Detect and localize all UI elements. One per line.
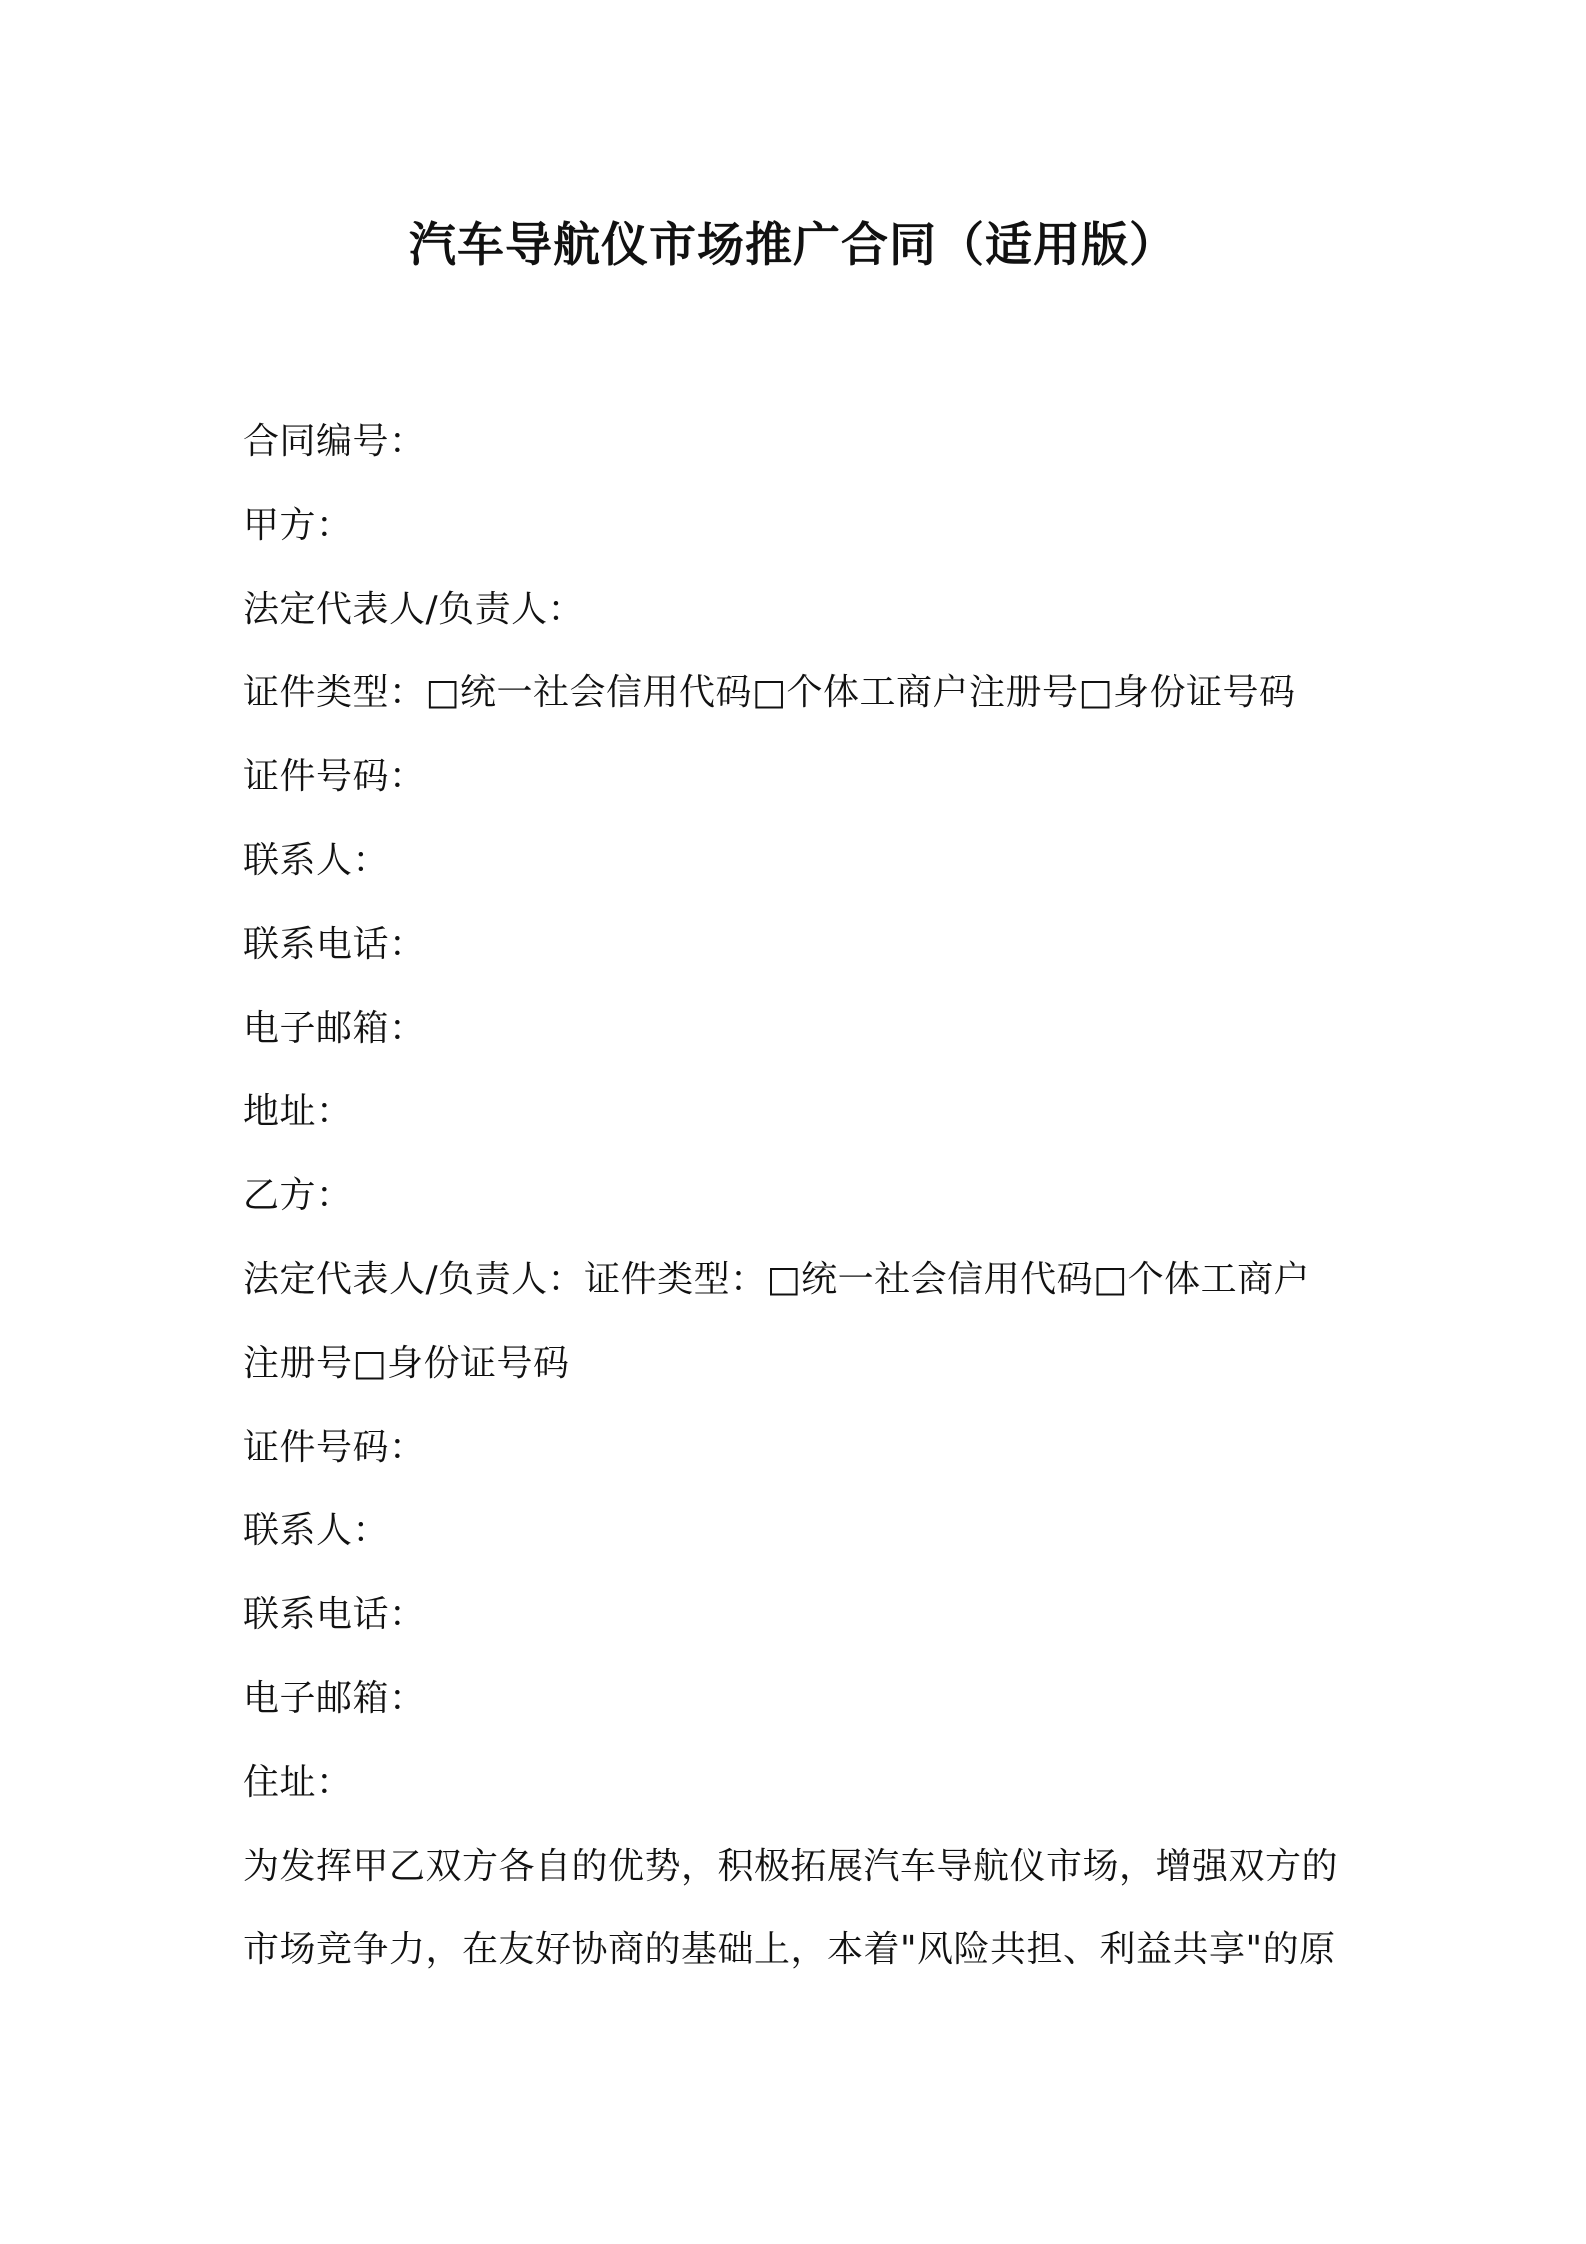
preamble-line-1: 为发挥甲乙双方各自的优势，积极拓展汽车导航仪市场，增强双方的 xyxy=(243,1845,1339,1887)
party-a-id-type-line: 证件类型：□统一社会信用代码□个体工商户注册号□身份证号码 xyxy=(243,672,1296,714)
party-a-id-number-line: 证件号码： xyxy=(243,756,426,798)
party-b-address-line: 住址： xyxy=(243,1761,353,1803)
party-b-id-number-line: 证件号码： xyxy=(243,1426,426,1468)
party-a-email-line: 电子邮箱： xyxy=(243,1007,426,1049)
party-a-representative-line: 法定代表人/负责人： xyxy=(243,588,585,630)
party-b-id-type-continuation-line: 注册号□身份证号码 xyxy=(243,1342,570,1384)
party-a-address-line: 地址： xyxy=(243,1091,353,1133)
party-b-line: 乙方： xyxy=(243,1175,353,1217)
contract-number-line: 合同编号： xyxy=(243,421,426,462)
party-a-line: 甲方： xyxy=(243,504,353,546)
party-b-representative-id-type-line: 法定代表人/负责人：证件类型：□统一社会信用代码□个体工商户 xyxy=(243,1258,1311,1300)
party-b-phone-line: 联系电话： xyxy=(243,1594,426,1636)
preamble-line-2: 市场竞争力，在友好协商的基础上，本着"风险共担、利益共享"的原 xyxy=(243,1929,1336,1971)
party-b-contact-line: 联系人： xyxy=(243,1510,390,1552)
party-b-email-line: 电子邮箱： xyxy=(243,1677,426,1719)
document-title: 汽车导航仪市场推广合同（适用版） xyxy=(409,218,1177,273)
party-a-contact-line: 联系人： xyxy=(243,839,390,881)
document-body xyxy=(243,400,1363,1992)
party-a-phone-line: 联系电话： xyxy=(243,923,426,965)
